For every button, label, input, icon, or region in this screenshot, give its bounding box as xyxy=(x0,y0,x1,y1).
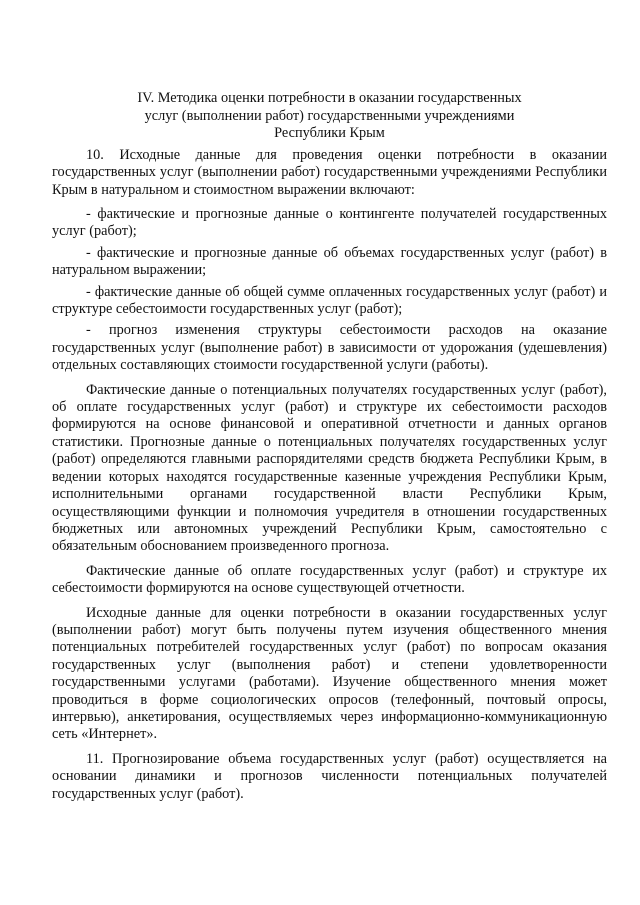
list-item-payments: - фактические данные об общей сумме оплаченных государственных услуг (работ) и структуре себестоимости государственных услуг (работ); xyxy=(52,283,607,318)
section-heading-line: Республики Крым xyxy=(274,125,385,142)
paragraph-actual-data: Фактические данные о потенциальных получателях государственных услуг (работ), об оплате государственных услуг (работ) и структуре их себестоимости расходов формируются на основе финансовой и оперативной отчетности и данных органов статистики. Прогнозные данные о потенциальных получателях государственных услуг (работ) определяются главными распорядителями средств бюджета Республики Крым, в ведении которых находятся государственные казенные учреждения Республики Крым, исполнительными органами государственной власти Республики Крым, осуществляющими функции и полномочия учредителя в отношении государственных бюджетных или автономных учреждений Республики Крым, самостоятельно с обязательным обоснованием произведенного прогноза. xyxy=(52,381,607,555)
document-page xyxy=(52,90,607,810)
paragraph-11: 11. Прогнозирование объема государственных услуг (работ) осуществляется на основании динамики и прогнозов численности потенциальных получателей государственных услуг (работ). xyxy=(52,750,607,802)
paragraph-10: 10. Исходные данные для проведения оценки потребности в оказании государственных услуг (выполнении работ) государственными учреждениями Республики Крым в натуральном и стоимостном выражении включают: xyxy=(52,146,607,198)
section-heading-line: IV. Методика оценки потребности в оказании государственных xyxy=(137,90,522,106)
list-item-volumes: - фактические и прогнозные данные об объемах государственных услуг (работ) в натуральном выражении; xyxy=(52,244,607,279)
section-heading-line: услуг (выполнении работ) государственными учреждениями xyxy=(144,107,515,124)
list-item-forecast: - прогноз изменения структуры себестоимости расходов на оказание государственных услуг (выполнение работ) в зависимости от удорожания (удешевления) отдельных составляющих стоимости государственной услуги (работы). xyxy=(52,322,607,374)
list-item-contingent: - фактические и прогнозные данные о контингенте получателей государственных услуг (работ); xyxy=(52,206,607,240)
section-heading xyxy=(52,90,607,143)
paragraph-payment-data: Фактические данные об оплате государственных услуг (работ) и структуре их себестоимости формируются на основе существующей отчетности. xyxy=(52,562,607,597)
paragraph-public-opinion: Исходные данные для оценки потребности в оказании государственных услуг (выполнении работ) могут быть получены путем изучения общественного мнения потенциальных потребителей государственных услуг (работ) по вопросам оказания государственных услуг (выполнения работ) и степени удовлетворенности государственными услугами (работами). Изучение общественного мнения может проводиться в форме социологических опросов (телефонный, почтовый опросы, интервью), анкетирования, осуществляемых через информационно-коммуникационную сеть «Интернет». xyxy=(52,604,607,743)
